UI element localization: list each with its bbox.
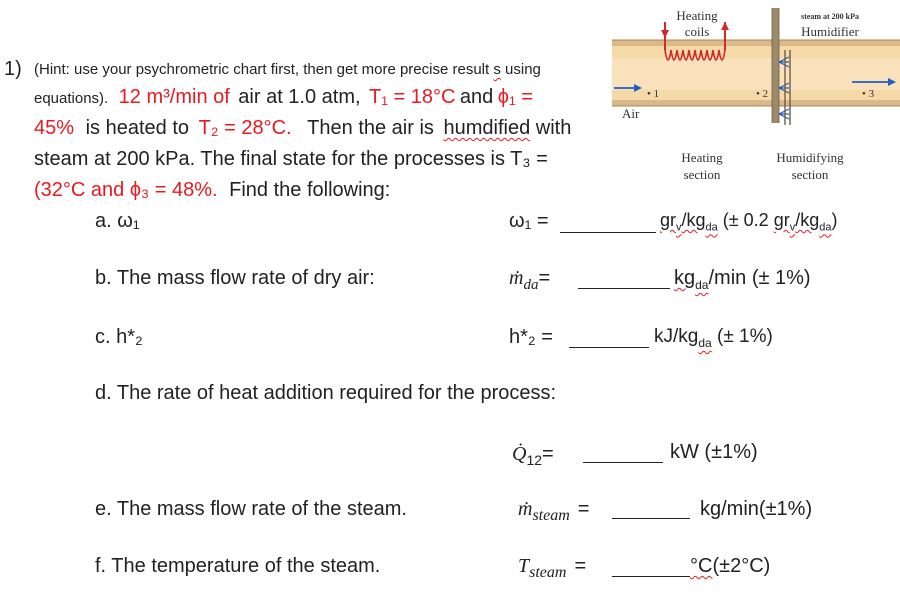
answer-f-blank[interactable] bbox=[612, 576, 690, 577]
question-a-variable: ω₁ = bbox=[509, 210, 549, 232]
question-f-variable: $T_{steam}$ = bbox=[518, 555, 587, 581]
question-c-unit: $kJ/kg_{da}$ (± 1%) bbox=[654, 326, 773, 350]
answer-c-blank[interactable] bbox=[569, 347, 649, 348]
steam-pipe bbox=[772, 8, 779, 123]
problem-number: 1) bbox=[4, 58, 22, 80]
answer-e-blank[interactable] bbox=[612, 518, 690, 519]
hint-text: (Hint: use your psychrometric chart first, then get more precise result s using bbox=[34, 61, 541, 78]
coil-inlet-arrow-icon bbox=[661, 30, 669, 38]
problem-line-5: (32°C and ϕ₃ = 48%. Find the following: bbox=[34, 179, 391, 201]
humidifier-label: Humidifier bbox=[801, 24, 859, 39]
problem-line-4: steam at 200 kPa. The final state for the processes is T₃ = bbox=[34, 148, 548, 170]
question-a-unit: $gr_v/kg_{da}$ (± 0.2 $gr_v/kg_{da}$) bbox=[660, 210, 838, 234]
question-b-variable: ṁ$_{da}$= bbox=[509, 267, 551, 293]
heating-section-label-1: Heating bbox=[681, 150, 723, 165]
answer-d-blank[interactable] bbox=[583, 462, 663, 463]
question-d-unit: kW (±1%) bbox=[670, 441, 758, 463]
question-d-label: d. The rate of heat addition required for the process: bbox=[95, 382, 557, 404]
state-1-label: • 1 bbox=[647, 88, 660, 100]
question-e-label: e. The mass flow rate of the steam. bbox=[95, 498, 407, 520]
answer-a-blank[interactable] bbox=[560, 232, 656, 233]
humidification-process-diagram bbox=[612, 0, 900, 200]
question-e-variable: ṁ$_{steam}$ = bbox=[518, 498, 590, 524]
humidifying-section-label-2: section bbox=[791, 167, 829, 182]
question-b-label: b. The mass flow rate of dry air: bbox=[95, 267, 375, 289]
problem-line-3: 45% is heated to T₂ = 28°C. Then the air is humdified with bbox=[34, 117, 572, 139]
duct-bottom-wall bbox=[612, 100, 900, 106]
steam-label: steam at 200 kPa bbox=[801, 12, 859, 21]
air-label: Air bbox=[622, 106, 640, 121]
duct-top-wall bbox=[612, 40, 900, 46]
hint-s: s bbox=[493, 61, 501, 78]
question-b-unit: $kg_{da}/\min$ (± 1%) bbox=[674, 267, 811, 292]
question-e-unit: kg/min(±1%) bbox=[700, 498, 813, 520]
question-f-label: f. The temperature of the steam. bbox=[95, 555, 381, 577]
question-c-variable: h*₂ = bbox=[509, 326, 553, 348]
problem-line-2: equations). 12 m³/min of air at 1.0 atm, T₁ = 18°C and ϕ₁ = bbox=[34, 86, 533, 108]
answer-b-blank[interactable] bbox=[578, 288, 670, 289]
question-c-label: c. h*₂ bbox=[95, 326, 143, 348]
state-2-label: • 2 bbox=[756, 88, 769, 100]
question-d-variable: $Q̇_{12}=$ bbox=[512, 443, 554, 468]
coil-outlet-arrow-icon bbox=[721, 22, 729, 30]
heating-coils-label-1: Heating bbox=[676, 8, 718, 23]
humidifying-section-label-1: Humidifying bbox=[776, 150, 844, 165]
heating-section-label-2: section bbox=[683, 167, 721, 182]
question-a-label: a. ω₁ bbox=[95, 210, 140, 232]
state-3-label: • 3 bbox=[862, 88, 875, 100]
question-f-unit: °C(±2°C) bbox=[690, 555, 771, 577]
heating-coils-label-2: coils bbox=[684, 24, 710, 39]
